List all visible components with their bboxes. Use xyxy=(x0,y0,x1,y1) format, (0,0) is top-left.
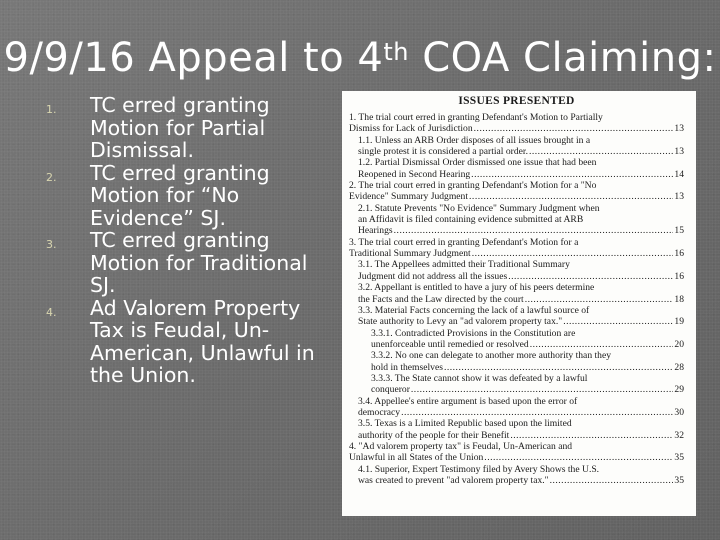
toc-entry-text: 3.1. The Appellees admitted their Traditional Summary xyxy=(358,259,570,271)
toc-entry-text: 3.5. Texas is a Limited Republic based upon the limited xyxy=(358,418,572,430)
toc-leader-dots xyxy=(530,339,674,350)
toc-leader-dots xyxy=(401,407,673,418)
toc-page-number: 16 xyxy=(674,270,684,282)
toc-entry xyxy=(349,282,684,305)
toc-entry-text: 3.3.3. The State cannot show it was defeated by a lawful xyxy=(371,372,588,384)
toc-entry-text: 3.3.2. No one can delegate to another more authority than they xyxy=(371,350,612,362)
toc-page-number: 35 xyxy=(674,475,684,486)
toc-entry-text: 4. "Ad valorem property tax" is Feudal, Un-American and xyxy=(349,440,573,452)
toc-leader-dots xyxy=(411,384,674,395)
toc-entry-text: an Affidavit is filed containing evidence submitted at ARB xyxy=(358,214,584,226)
toc-entry-text: 3.4. Appellee's entire argument is based upon the error of xyxy=(358,395,578,407)
toc-entry-text: 3. The trial court erred in granting Defendant's Motion for a xyxy=(349,236,579,248)
title-prefix: 9/9/16 Appeal to 4 xyxy=(3,35,384,81)
toc-page-number: 28 xyxy=(674,361,684,373)
toc-entry xyxy=(349,259,684,282)
toc-leader-dots xyxy=(469,191,673,202)
toc-page-number: 35 xyxy=(674,452,684,464)
toc-entry-text: Evidence" Summary Judgment xyxy=(349,191,469,203)
toc-page-number: 13 xyxy=(674,123,684,135)
toc-entry-text: authority of the people for their Benefit xyxy=(358,429,510,441)
toc-entry-text: 2. The trial court erred in granting Defendant's Motion for a "No xyxy=(349,180,597,192)
slide-title xyxy=(0,34,720,82)
toc-entry xyxy=(349,441,684,464)
toc-entry-text: 1.2. Partial Dismissal Order dismissed one issue that had been xyxy=(358,157,597,169)
toc-entry-text: was created to prevent "ad valorem property tax." xyxy=(358,475,549,486)
toc-page-number: 19 xyxy=(674,316,684,328)
toc-page-number: 16 xyxy=(674,248,684,260)
toc-entry xyxy=(349,135,684,158)
claims-list xyxy=(46,94,326,387)
toc-leader-dots xyxy=(529,146,673,157)
claim-item xyxy=(46,162,326,230)
toc-entry-text: 2.1. Statute Prevents "No Evidence" Summary Judgment when xyxy=(358,202,600,214)
toc-entry xyxy=(349,396,684,419)
claim-number: 4. xyxy=(46,305,57,319)
claim-number: 1. xyxy=(46,103,57,116)
claim-item xyxy=(46,297,326,387)
toc-page-number: 13 xyxy=(674,146,684,158)
toc-entry-text: Judgment did not address all the issues xyxy=(358,270,508,282)
toc-page-number: 14 xyxy=(674,168,684,180)
toc-entry xyxy=(349,464,684,487)
title-suffix: COA Claiming: xyxy=(409,35,717,81)
toc-entry-text: 3.3. Material Facts concerning the lack of a lawful source of xyxy=(358,304,590,316)
document-entries xyxy=(349,112,684,486)
toc-entry-text: Hearings xyxy=(358,225,393,237)
toc-entry-text: 4.1. Superior, Expert Testimony filed by Avery Shows the U.S. xyxy=(358,463,600,475)
toc-leader-dots xyxy=(508,271,673,282)
toc-leader-dots xyxy=(474,123,674,134)
claim-number: 3. xyxy=(46,238,57,251)
toc-entry xyxy=(349,112,684,135)
issues-presented-document xyxy=(342,91,696,516)
claim-text: TC erred granting Motion for “No Evidence” SJ. xyxy=(90,160,270,230)
toc-entry-text: conqueror xyxy=(371,384,410,396)
toc-leader-dots xyxy=(550,475,674,486)
toc-page-number: 15 xyxy=(674,225,684,237)
claim-text: Ad Valorem Property Tax is Feudal, Un-American, Unlawful in the Union. xyxy=(90,295,315,387)
toc-entry-text: Dismiss for Lack of Jurisdiction xyxy=(349,123,473,135)
title-superscript: th xyxy=(383,38,410,66)
toc-entry-text: 1. The trial court erred in granting Defendant's Motion to Partially xyxy=(349,112,603,123)
toc-page-number: 30 xyxy=(674,406,684,418)
toc-entry-text: Traditional Summary Judgment xyxy=(349,248,471,260)
toc-leader-dots xyxy=(510,430,673,441)
toc-leader-dots xyxy=(484,452,673,463)
toc-leader-dots xyxy=(472,248,674,259)
toc-entry xyxy=(349,373,684,396)
toc-page-number: 20 xyxy=(674,338,684,350)
toc-leader-dots xyxy=(525,294,674,305)
toc-entry xyxy=(349,418,684,441)
toc-entry-text: democracy xyxy=(358,406,401,418)
toc-entry-text: 1.1. Unless an ARB Order disposes of all issues brought in a xyxy=(358,134,591,146)
toc-entry-text: Unlawful in all States of the Union xyxy=(349,452,484,464)
toc-entry-text: Reopened in Second Hearing xyxy=(358,168,471,180)
toc-entry xyxy=(349,180,684,203)
toc-leader-dots xyxy=(471,169,673,180)
toc-page-number: 29 xyxy=(674,384,684,396)
toc-leader-dots xyxy=(563,316,673,327)
toc-page-number: 18 xyxy=(674,293,684,305)
toc-entry-text: 3.2. Appellant is entitled to have a jury of his peers determine xyxy=(358,282,595,294)
toc-entry-text: unenforceable until remedied or resolved xyxy=(371,338,529,350)
toc-entry-text: State authority to Levy an "ad valorem property tax." xyxy=(358,316,563,328)
document-heading: ISSUES PRESENTED xyxy=(458,95,575,107)
toc-page-number: 32 xyxy=(674,429,684,441)
claim-text: TC erred granting Motion for Traditional SJ. xyxy=(90,228,308,297)
toc-entry xyxy=(349,328,684,351)
toc-leader-dots xyxy=(394,225,674,236)
toc-leader-dots xyxy=(444,362,673,373)
toc-page-number: 13 xyxy=(674,191,684,203)
claim-item xyxy=(46,94,326,162)
toc-entry-text: hold in themselves xyxy=(371,361,443,373)
toc-entry-text: 3.3.1. Contradicted Provisions in the Constitution are xyxy=(371,327,576,339)
claim-item xyxy=(46,229,326,297)
toc-entry xyxy=(349,305,684,328)
toc-entry xyxy=(349,350,684,373)
toc-entry-text: single protest it is considered a partial order. xyxy=(358,146,528,158)
toc-entry-text: the Facts and the Law directed by the court xyxy=(358,293,524,305)
toc-entry xyxy=(349,157,684,180)
toc-entry xyxy=(349,203,684,237)
claim-number: 2. xyxy=(46,170,57,184)
toc-entry xyxy=(349,237,684,260)
claim-text: TC erred granting Motion for Partial Dismissal. xyxy=(90,93,270,162)
